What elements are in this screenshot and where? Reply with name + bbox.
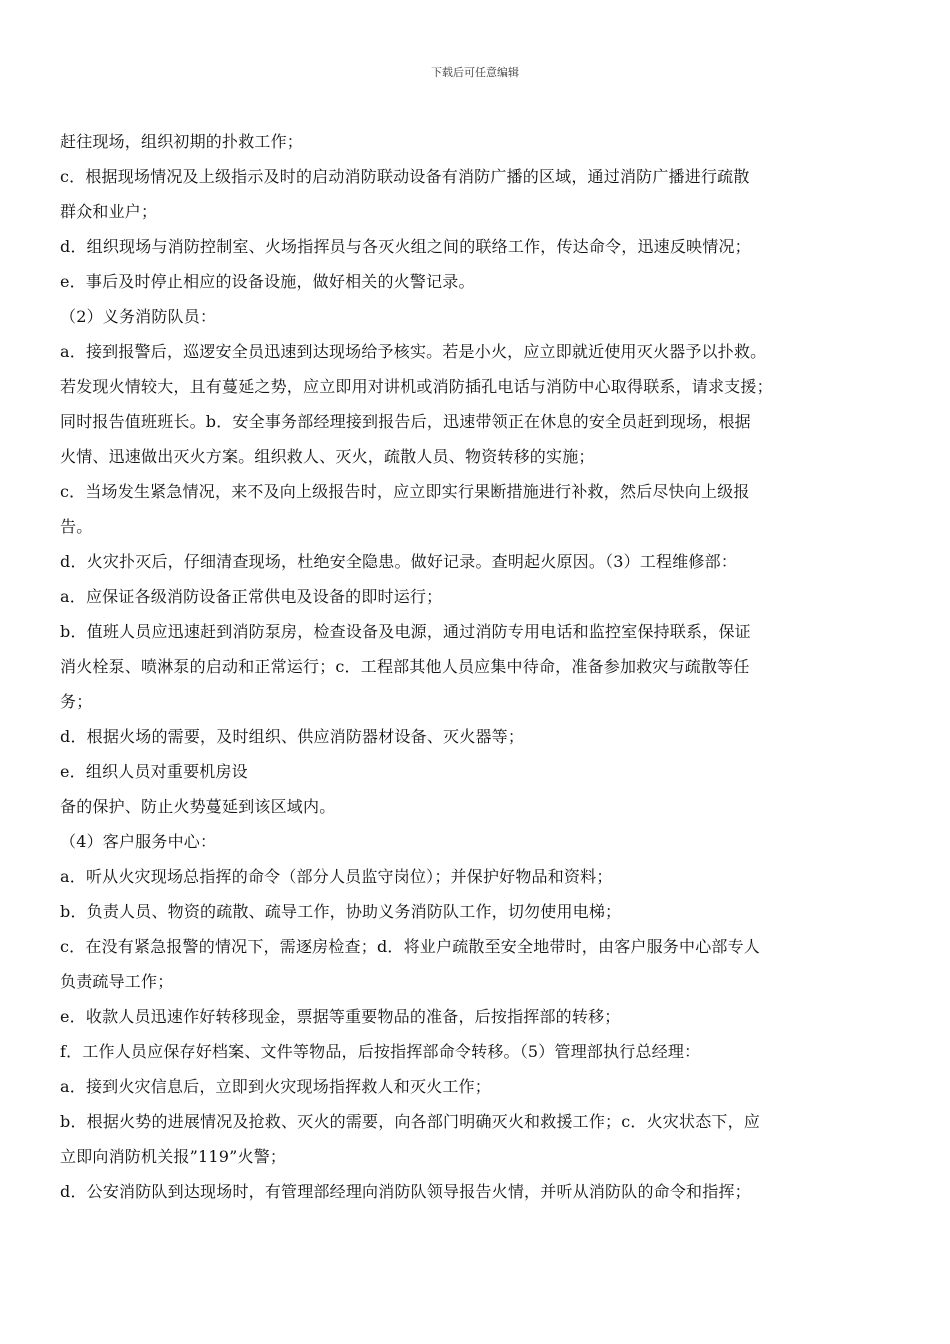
text-line: 火情、迅速做出灭火方案。组织救人、灭火，疏散人员、物资转移的实施； — [60, 447, 595, 466]
text-line: c．在没有紧急报警的情况下，需逐房检查；d．将业户疏散至安全地带时，由客户服务中心部专人 — [60, 937, 761, 956]
text-line: c．根据现场情况及上级指示及时的启动消防联动设备有消防广播的区域，通过消防广播进行疏散 — [60, 167, 750, 186]
text-line: 消火栓泵、喷淋泵的启动和正常运行；c．工程部其他人员应集中待命，准备参加救灾与疏散等任 — [60, 657, 750, 676]
text-line: 告。 — [60, 517, 93, 536]
text-line: 立即向消防机关报”119”火警； — [60, 1147, 287, 1166]
text-line: 群众和业户； — [60, 202, 158, 221]
text-line: 备的保护、防止火势蔓延到该区域内。 — [60, 797, 336, 816]
text-line: d．公安消防队到达现场时，有管理部经理向消防队领导报告火情，并听从消防队的命令和指挥； — [60, 1182, 751, 1201]
section-heading: （2）义务消防队员： — [60, 307, 217, 326]
section-heading: （4）客户服务中心： — [60, 832, 217, 851]
text-line: f．工作人员应保存好档案、文件等物品，后按指挥部命令转移。（5）管理部执行总经理： — [60, 1042, 701, 1061]
text-line: 若发现火情较大，且有蔓延之势，应立即用对讲机或消防插孔电话与消防中心取得联系，请求支援； — [60, 377, 773, 396]
text-line: 负责疏导工作； — [60, 972, 174, 991]
text-line: a．听从火灾现场总指挥的命令（部分人员监守岗位）；并保护好物品和资料； — [60, 867, 613, 886]
text-line: c．当场发生紧急情况，来不及向上级报告时，应立即实行果断措施进行补救，然后尽快向上级报 — [60, 482, 750, 501]
text-line: a．接到报警后，巡逻安全员迅速到达现场给予核实。若是小火，应立即就近使用灭火器予以扑救。 — [60, 342, 767, 361]
text-line: 务； — [60, 692, 93, 711]
text-line: e．收款人员迅速作好转移现金，票据等重要物品的准备，后按指挥部的转移； — [60, 1007, 621, 1026]
text-line: 同时报告值班班长。b．安全事务部经理接到报告后，迅速带领正在休息的安全员赶到现场，根据 — [60, 412, 751, 431]
text-line: b．负责人员、物资的疏散、疏导工作，协助义务消防队工作，切勿使用电梯； — [60, 902, 622, 921]
text-line: e．组织人员对重要机房设 — [60, 762, 248, 781]
document-body — [60, 124, 890, 1209]
text-line: d．组织现场与消防控制室、火场指挥员与各灭火组之间的联络工作，传达命令，迅速反映情况； — [60, 237, 751, 256]
text-line: b．根据火势的进展情况及抢救、灭火的需要，向各部门明确灭火和救援工作；c．火灾状态下，应 — [60, 1112, 761, 1131]
text-line: b．值班人员应迅速赶到消防泵房，检查设备及电源，通过消防专用电话和监控室保持联系，保证 — [60, 622, 751, 641]
text-line: a．应保证各级消防设备正常供电及设备的即时运行； — [60, 587, 443, 606]
text-line: e．事后及时停止相应的设备设施，做好相关的火警记录。 — [60, 272, 475, 291]
text-line: a．接到火灾信息后，立即到火灾现场指挥救人和灭火工作； — [60, 1077, 491, 1096]
text-line: d．根据火场的需要，及时组织、供应消防器材设备、灭火器等； — [60, 727, 525, 746]
text-line: d．火灾扑灭后，仔细清查现场，杜绝安全隐患。做好记录。查明起火原因。（3）工程维修部： — [60, 552, 738, 571]
text-line: 赶往现场，组织初期的扑救工作； — [60, 132, 304, 151]
page-header: 下载后可任意编辑 — [431, 66, 519, 79]
